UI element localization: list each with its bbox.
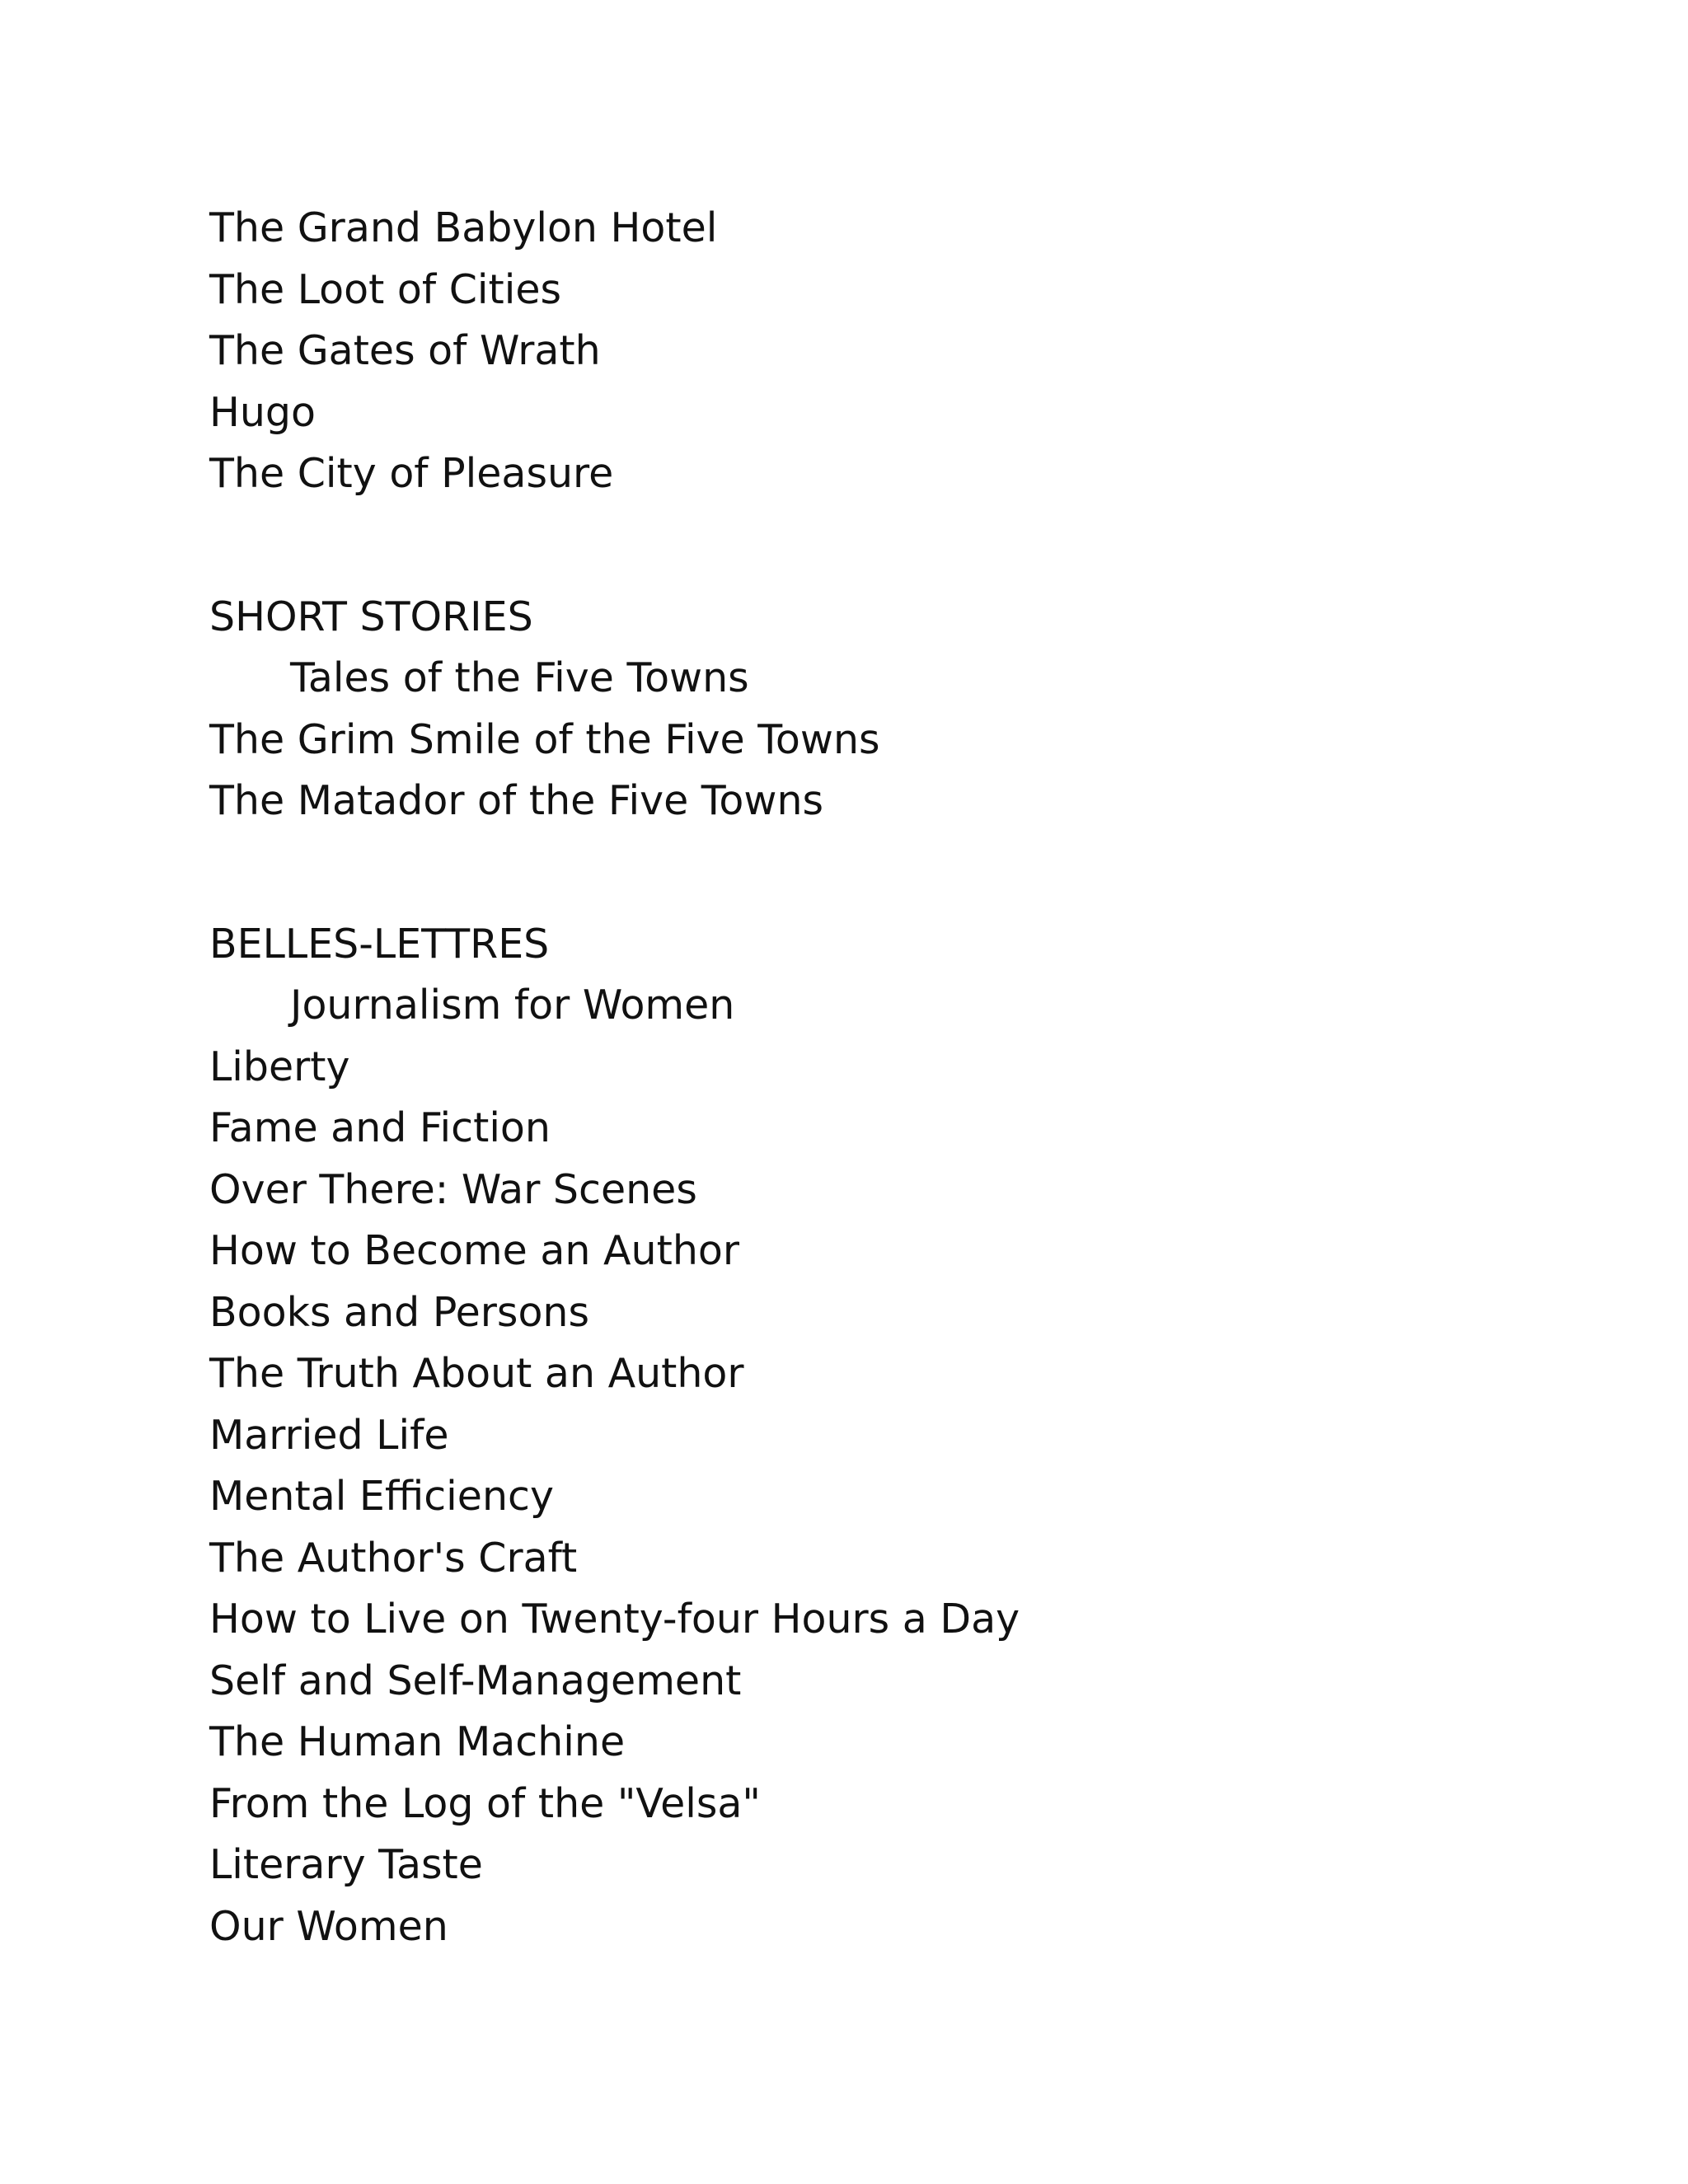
section-gap [209, 505, 1611, 587]
section-heading-short-stories: SHORT STORIES [209, 593, 533, 640]
list-item: The Gates of Wrath [209, 327, 601, 374]
list-item: The Grim Smile of the Five Towns [209, 715, 880, 763]
list-item: Married Life [209, 1411, 449, 1459]
list-item: Self and Self-Management [209, 1657, 742, 1704]
list-item: Over There: War Scenes [209, 1165, 697, 1213]
list-item: Hugo [209, 388, 316, 436]
list-item: Tales of the Five Towns [290, 654, 749, 701]
list-item: The Human Machine [209, 1718, 626, 1765]
list-item: How to Become an Author [209, 1227, 740, 1274]
list-item: The City of Pleasure [209, 450, 614, 497]
list-item: From the Log of the "Velsa" [209, 1779, 761, 1827]
list-item: The Grand Babylon Hotel [209, 204, 718, 251]
book-list-page [209, 198, 1611, 1957]
list-item: The Matador of the Five Towns [209, 777, 824, 824]
section-gap [209, 832, 1611, 914]
list-item: The Truth About an Author [209, 1350, 744, 1397]
list-item: The Author's Craft [209, 1534, 578, 1582]
list-item: Fame and Fiction [209, 1104, 551, 1151]
list-item: How to Live on Twenty-four Hours a Day [209, 1596, 1020, 1643]
list-item: Books and Persons [209, 1288, 590, 1336]
list-item: Journalism for Women [290, 982, 735, 1029]
list-item: Liberty [209, 1043, 350, 1090]
list-item: The Loot of Cities [209, 265, 562, 313]
list-item: Our Women [209, 1902, 448, 1950]
list-item: Literary Taste [209, 1841, 483, 1888]
section-heading-belles-lettres: BELLES-LETTRES [209, 920, 550, 968]
list-item: Mental Efficiency [209, 1473, 554, 1520]
